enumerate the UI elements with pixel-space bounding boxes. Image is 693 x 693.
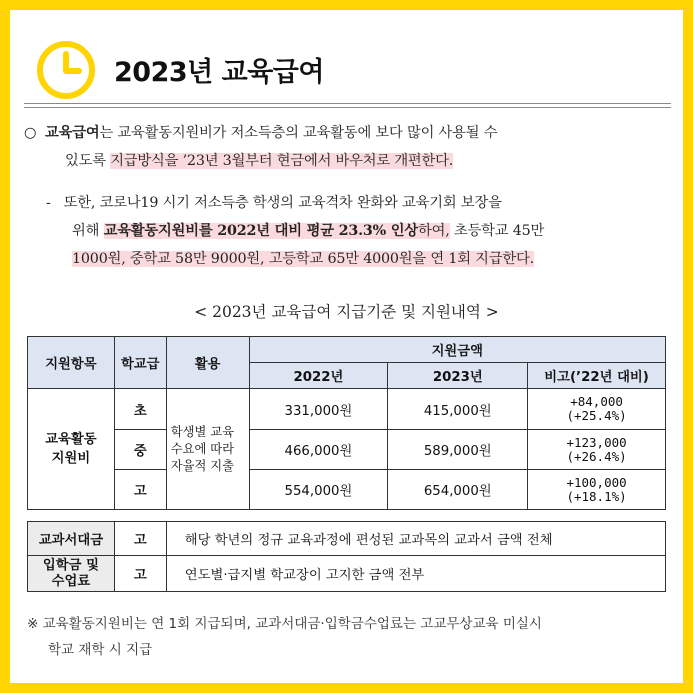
bullet-1-lead: 교육급여 — [44, 125, 100, 141]
bullet-2-line-1: - 또한, 코로나19 시기 저소득층 학생의 교육격차 완화와 교육기회 보장을 — [46, 195, 502, 211]
compare-cell: +123,000 (+26.4%) — [528, 430, 666, 470]
table-row — [28, 389, 666, 430]
compare-cell: +100,000 (+18.1%) — [528, 470, 666, 510]
highlight-bold: 교육활동지원비를 2022년 대비 평균 23.3% 인상 — [103, 223, 419, 239]
header-school: 학교급 — [114, 337, 166, 389]
header-2023: 2023년 — [388, 363, 528, 389]
usage-cell: 학생별 교육 수요에 따라 자율적 지출 — [166, 389, 249, 510]
header-item: 지원항목 — [28, 337, 115, 389]
level-cell: 고 — [114, 556, 166, 592]
bullet-2-line-3 — [72, 248, 534, 268]
amount-2022: 466,000원 — [249, 430, 388, 470]
level-cell: 초 — [114, 389, 166, 430]
header-2022: 2022년 — [249, 363, 388, 389]
benefit-table — [27, 336, 666, 510]
header-compare: 비고(’22년 대비) — [528, 363, 666, 389]
table-caption: < 2023년 교육급여 지급기준 및 지원내역 > — [194, 303, 499, 321]
bullet-1-line-1: ○ 교육급여는 교육활동지원비가 저소득층의 교육활동에 보다 많이 사용될 수 — [24, 125, 498, 141]
tuition-label: 입학금 및 수업료 — [28, 556, 115, 592]
table-row — [28, 556, 666, 592]
description-cell: 연도별·급지별 학교장이 고지한 금액 전부 — [166, 556, 665, 592]
level-cell: 고 — [114, 522, 166, 556]
footnote-line-2: 학교 재학 시 지급 — [48, 642, 153, 658]
highlight-text: 지급방식을 ’23년 3월부터 현금에서 바우처로 개편한다. — [110, 153, 454, 169]
other-benefits-table — [27, 521, 666, 592]
amount-2023: 415,000원 — [388, 389, 528, 430]
bullet-1-line-2: 있도록 지급방식을 ’23년 3월부터 현금에서 바우처로 개편한다. — [65, 153, 454, 169]
group-label: 교육활동 지원비 — [28, 389, 115, 510]
amount-2022: 554,000원 — [249, 470, 388, 510]
clock-icon — [36, 40, 96, 100]
table-row — [28, 522, 666, 556]
bullet-2-line-2: 위해 교육활동지원비를 2022년 대비 평균 23.3% 인상하여, 초등학교 45만 — [72, 223, 545, 239]
compare-cell: +84,000 (+25.4%) — [528, 389, 666, 430]
top-divider — [24, 103, 671, 104]
footnote-line-1: ※ 교육활동지원비는 연 1회 지급되며, 교과서대금·입학금수업료는 고교무상교육 미실시 — [27, 616, 542, 632]
amount-2022: 331,000원 — [249, 389, 388, 430]
bullet-circle: ○ — [24, 125, 37, 141]
amount-2023: 654,000원 — [388, 470, 528, 510]
description-cell: 해당 학년의 정규 교육과정에 편성된 교과목의 교과서 금액 전체 — [166, 522, 665, 556]
page-title: 2023년 교육급여 — [114, 57, 324, 88]
header-usage: 활용 — [166, 337, 249, 389]
table-row — [28, 430, 666, 470]
top-divider-2 — [24, 107, 671, 108]
highlight-text: 1000원, 중학교 58만 9000원, 고등학교 65만 4000원을 연 1회 지급한다. — [72, 251, 534, 267]
table-row — [28, 470, 666, 510]
textbook-label: 교과서대금 — [28, 522, 115, 556]
level-cell: 중 — [114, 430, 166, 470]
level-cell: 고 — [114, 470, 166, 510]
header-amount: 지원금액 — [249, 337, 665, 363]
amount-2023: 589,000원 — [388, 430, 528, 470]
